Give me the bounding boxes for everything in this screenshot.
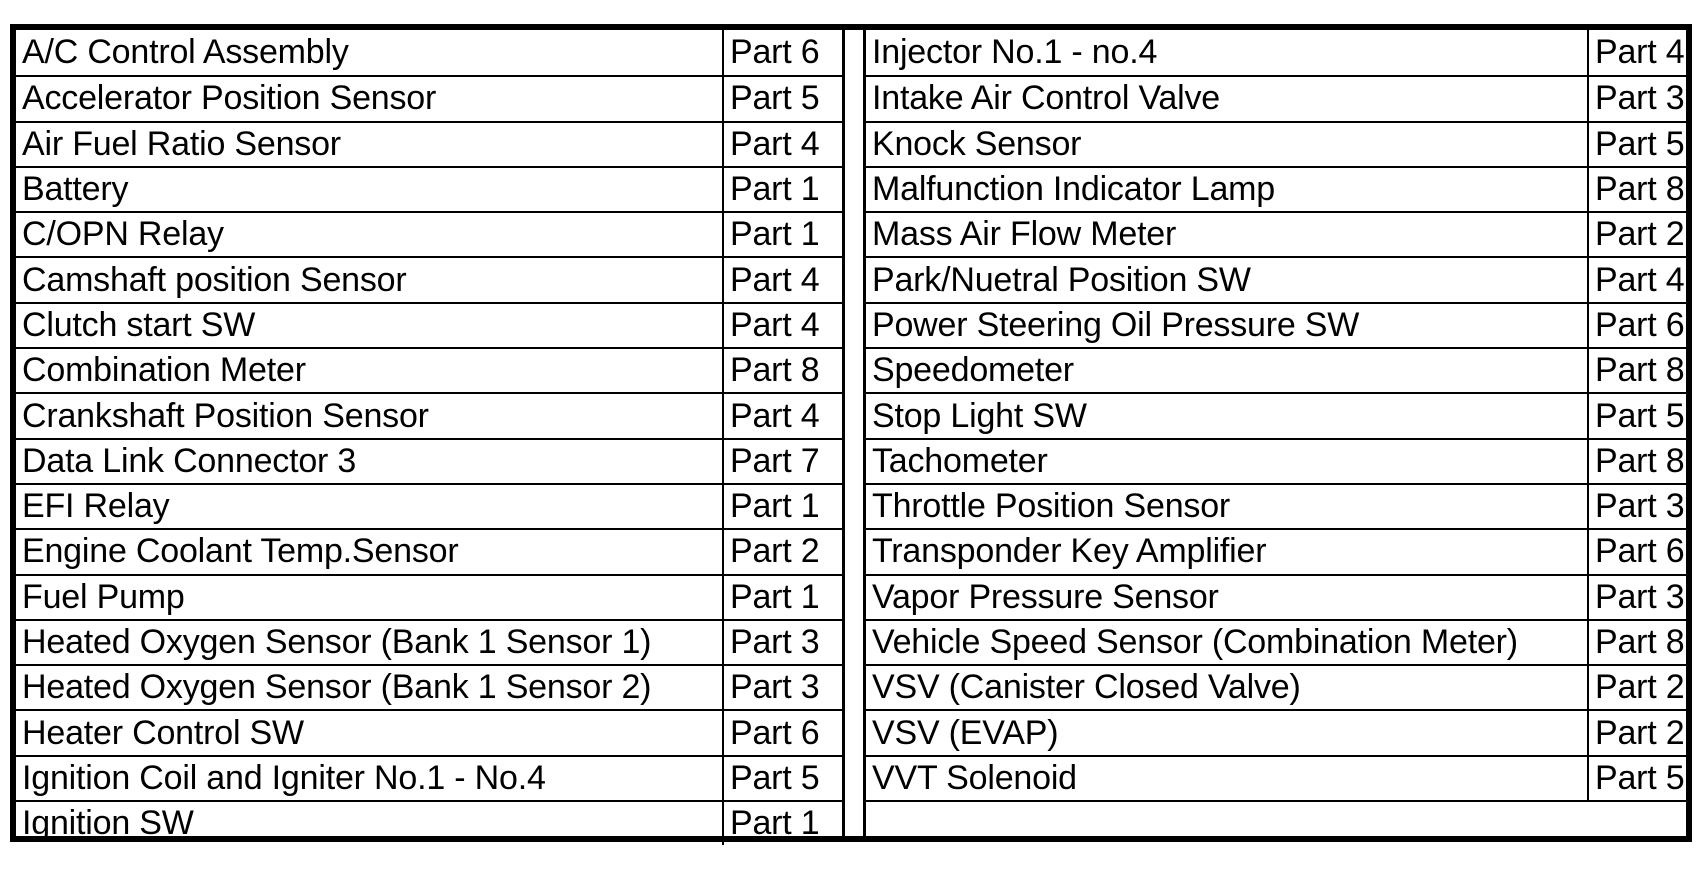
part-reference: Part 1 [722,802,842,845]
component-name: Heater Control SW [22,713,304,752]
table-row [866,166,1686,211]
component-name: Battery [22,170,129,209]
part-reference: Part 1 [722,576,842,619]
table-row [866,75,1686,120]
table-row [16,800,842,845]
part-reference: Part 8 [1587,349,1686,392]
part-reference: Part 4 [722,258,842,301]
table-row [16,302,842,347]
part-reference: Part 1 [722,485,842,528]
component-name: Transponder Key Amplifier [872,532,1267,571]
part-reference: Part 2 [1587,213,1686,256]
component-name: Speedometer [872,351,1074,390]
component-name: C/OPN Relay [22,215,224,254]
component-name: Ignition Coil and Igniter No.1 - No.4 [22,758,546,797]
part-reference: Part 3 [1587,485,1686,528]
table-row [16,664,842,709]
part-reference: Part 5 [722,77,842,120]
component-name: Throttle Position Sensor [872,487,1231,526]
part-reference: Part 2 [722,530,842,573]
part-reference: Part 4 [1587,30,1686,75]
table-row [16,211,842,256]
component-name: Air Fuel Ratio Sensor [22,124,341,163]
component-name: VSV (EVAP) [872,713,1059,752]
table-row [16,483,842,528]
table-row [16,75,842,120]
table-row [16,528,842,573]
part-reference: Part 4 [722,123,842,166]
table-row [866,256,1686,301]
component-name: Data Link Connector 3 [22,441,357,480]
table-row [866,619,1686,664]
table-row [866,121,1686,166]
part-reference: Part 2 [1587,711,1686,754]
part-reference: Part 2 [1587,666,1686,709]
component-name: Power Steering Oil Pressure SW [872,305,1360,344]
component-name: A/C Control Assembly [22,33,349,72]
table-row [16,755,842,800]
part-reference: Part 5 [1587,394,1686,437]
part-reference: Part 3 [1587,77,1686,120]
table-row [16,347,842,392]
table-row [866,392,1686,437]
table-row [866,664,1686,709]
part-reference: Part 6 [1587,304,1686,347]
part-reference: Part 6 [722,711,842,754]
column-divider [842,30,866,836]
table-row [866,438,1686,483]
component-name: Camshaft position Sensor [22,260,407,299]
table-row [866,709,1686,754]
component-name: Tachometer [872,441,1048,480]
table-row [866,302,1686,347]
part-reference: Part 1 [722,213,842,256]
component-name: VSV (Canister Closed Valve) [872,668,1301,707]
component-name: Vehicle Speed Sensor (Combination Meter) [872,623,1518,661]
part-reference: Part 4 [722,394,842,437]
component-name: Combination Meter [22,351,306,390]
component-name: Clutch start SW [22,305,256,344]
component-name [872,802,1587,845]
part-reference [1587,802,1686,845]
part-reference: Part 5 [722,757,842,800]
table-row [866,574,1686,619]
component-name: Heated Oxygen Sensor (Bank 1 Sensor 1) [22,623,652,661]
component-name: EFI Relay [22,487,170,526]
component-name: Malfunction Indicator Lamp [872,170,1276,209]
part-reference: Part 6 [1587,530,1686,573]
component-name: Mass Air Flow Meter [872,215,1177,254]
component-name: Injector No.1 - no.4 [872,33,1158,72]
part-reference: Part 5 [1587,123,1686,166]
component-name: Stop Light SW [872,396,1087,435]
component-name: Intake Air Control Valve [872,79,1220,118]
part-reference: Part 3 [722,621,842,664]
table-row [866,755,1686,800]
component-name: Ignition SW [22,804,194,843]
table-row [866,211,1686,256]
component-name: Park/Nuetral Position SW [872,260,1251,299]
component-name: Accelerator Position Sensor [22,79,437,118]
component-name: Fuel Pump [22,577,185,616]
part-reference: Part 8 [1587,440,1686,483]
table-row [866,30,1686,75]
right-column [866,30,1686,845]
table-row [16,30,842,75]
table-row [16,256,842,301]
part-reference: Part 4 [722,304,842,347]
component-name: Engine Coolant Temp.Sensor [22,532,459,571]
part-reference: Part 6 [722,30,842,75]
component-name: Vapor Pressure Sensor [872,577,1219,616]
part-reference: Part 7 [722,440,842,483]
part-reference: Part 3 [1587,576,1686,619]
component-name: VVT Solenoid [872,758,1077,797]
part-reference: Part 3 [722,666,842,709]
part-reference: Part 1 [722,168,842,211]
table-row [16,438,842,483]
part-reference: Part 4 [1587,258,1686,301]
component-name: Heated Oxygen Sensor (Bank 1 Sensor 2) [22,668,652,707]
table-row [866,528,1686,573]
part-reference: Part 8 [1587,168,1686,211]
component-index-table [10,24,1692,842]
table-row [16,709,842,754]
part-reference: Part 8 [1587,621,1686,664]
table-row [16,121,842,166]
table-row [16,574,842,619]
part-reference: Part 5 [1587,757,1686,800]
table-row [16,392,842,437]
left-column [16,30,842,845]
component-name: Crankshaft Position Sensor [22,396,429,435]
table-row [16,619,842,664]
table-row [866,347,1686,392]
component-name: Knock Sensor [872,124,1082,163]
table-row [16,166,842,211]
table-row [866,483,1686,528]
part-reference: Part 8 [722,349,842,392]
table-row-empty [866,800,1686,845]
